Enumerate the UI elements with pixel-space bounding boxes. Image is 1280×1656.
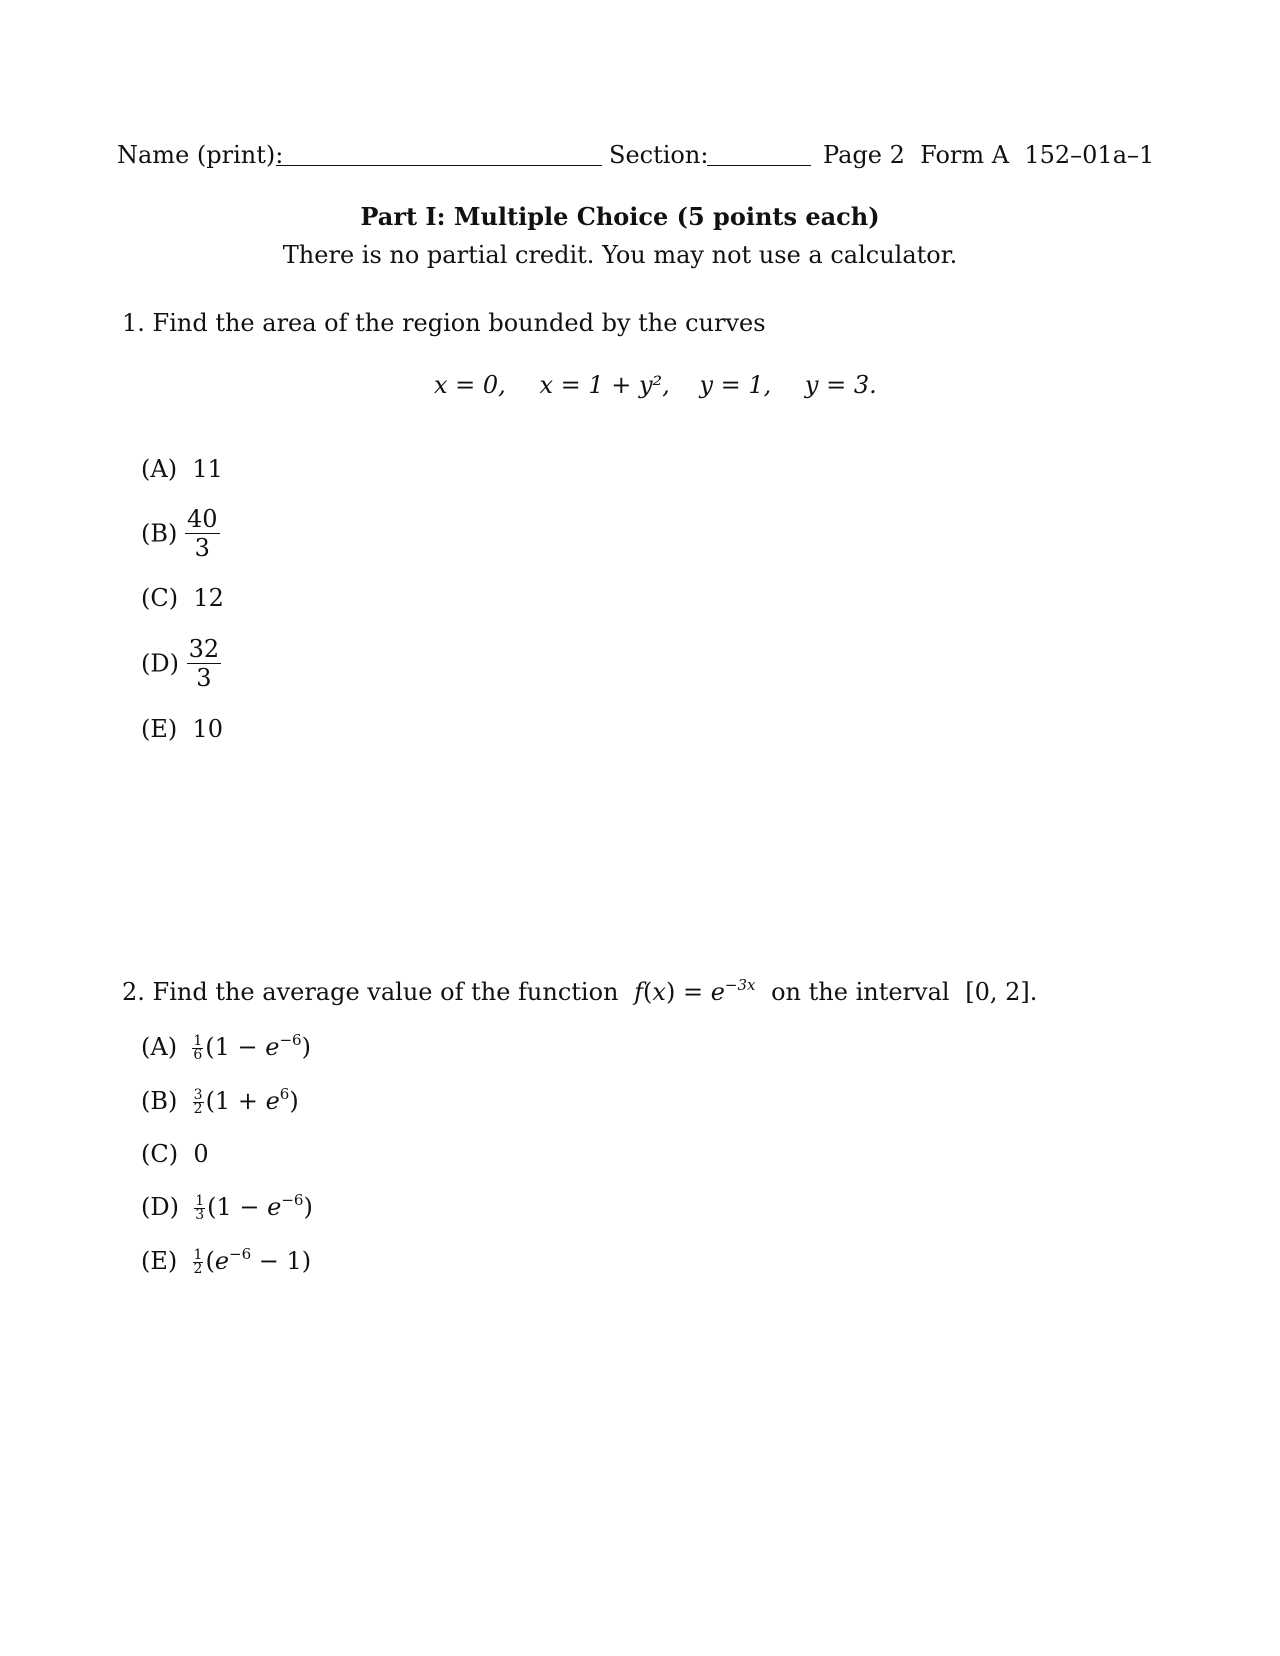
expression: $(1 - e^{-6})$: [205, 1031, 311, 1061]
question-1-equations: [434, 370, 877, 400]
section-blank-line[interactable]: [707, 165, 811, 166]
fraction: $\frac{1}{6}$: [193, 1033, 203, 1063]
q1-choice-a[interactable]: (A) 11: [141, 455, 223, 483]
function-expression: $f(x) = e^{-3x}$: [634, 976, 756, 1006]
fraction: $\frac{32}{3}$: [188, 635, 220, 692]
expression: $(e^{-6} - 1)$: [205, 1245, 312, 1275]
equation-x-0: x = 0,: [434, 371, 506, 399]
equation-y-3: y = 3.: [804, 371, 877, 399]
page-info: Page 2 Form A 152–01a–1: [823, 141, 1155, 169]
equation-x-curve: x = 1 + y²,: [539, 371, 678, 399]
q1-choice-e[interactable]: (E) 10: [141, 715, 224, 743]
question-number: 1.: [122, 309, 145, 337]
fraction: $\frac{3}{2}$: [193, 1087, 203, 1117]
q2-choice-b[interactable]: (B) $\frac{3}{2}$ $(1 + e^6)$: [141, 1085, 299, 1117]
part-instructions: There is no partial credit. You may not use a calculator.: [282, 241, 958, 269]
question-prompt: Find the area of the region bounded by the curves: [152, 309, 766, 337]
name-label: Name (print):: [117, 141, 284, 169]
q1-choice-d[interactable]: (D) $\frac{32}{3}$: [141, 635, 220, 692]
question-1: [122, 308, 766, 338]
q2-choice-e[interactable]: (E) $\frac{1}{2}$ $(e^{-6} - 1)$: [141, 1245, 312, 1277]
fraction: $\frac{40}{3}$: [187, 505, 218, 562]
q1-choice-c[interactable]: (C) 12: [141, 584, 224, 612]
question-prompt: Find the average value of the function: [152, 978, 619, 1006]
expression: $(1 - e^{-6})$: [207, 1191, 313, 1221]
question-number: 2.: [122, 978, 145, 1006]
q1-choice-b[interactable]: (B) $\frac{40}{3}$: [141, 505, 218, 562]
q2-choice-c[interactable]: (C) 0: [141, 1140, 209, 1168]
q2-choice-d[interactable]: (D) $\frac{1}{3}$ $(1 - e^{-6})$: [141, 1191, 313, 1223]
interval-value: [0, 2].: [965, 978, 1038, 1006]
part-title: Part I: Multiple Choice (5 points each): [360, 202, 880, 231]
section-label: Section:: [609, 141, 709, 169]
fraction: $\frac{1}{3}$: [195, 1193, 205, 1223]
equation-y-1: y = 1,: [699, 371, 772, 399]
fraction: $\frac{1}{2}$: [193, 1247, 203, 1277]
question-2: [122, 977, 1037, 1007]
interval-text: on the interval: [771, 978, 950, 1006]
q2-choice-a[interactable]: (A) $\frac{1}{6}$ $(1 - e^{-6})$: [141, 1031, 311, 1063]
name-blank-line[interactable]: [276, 165, 602, 166]
expression: $(1 + e^6)$: [205, 1085, 299, 1115]
